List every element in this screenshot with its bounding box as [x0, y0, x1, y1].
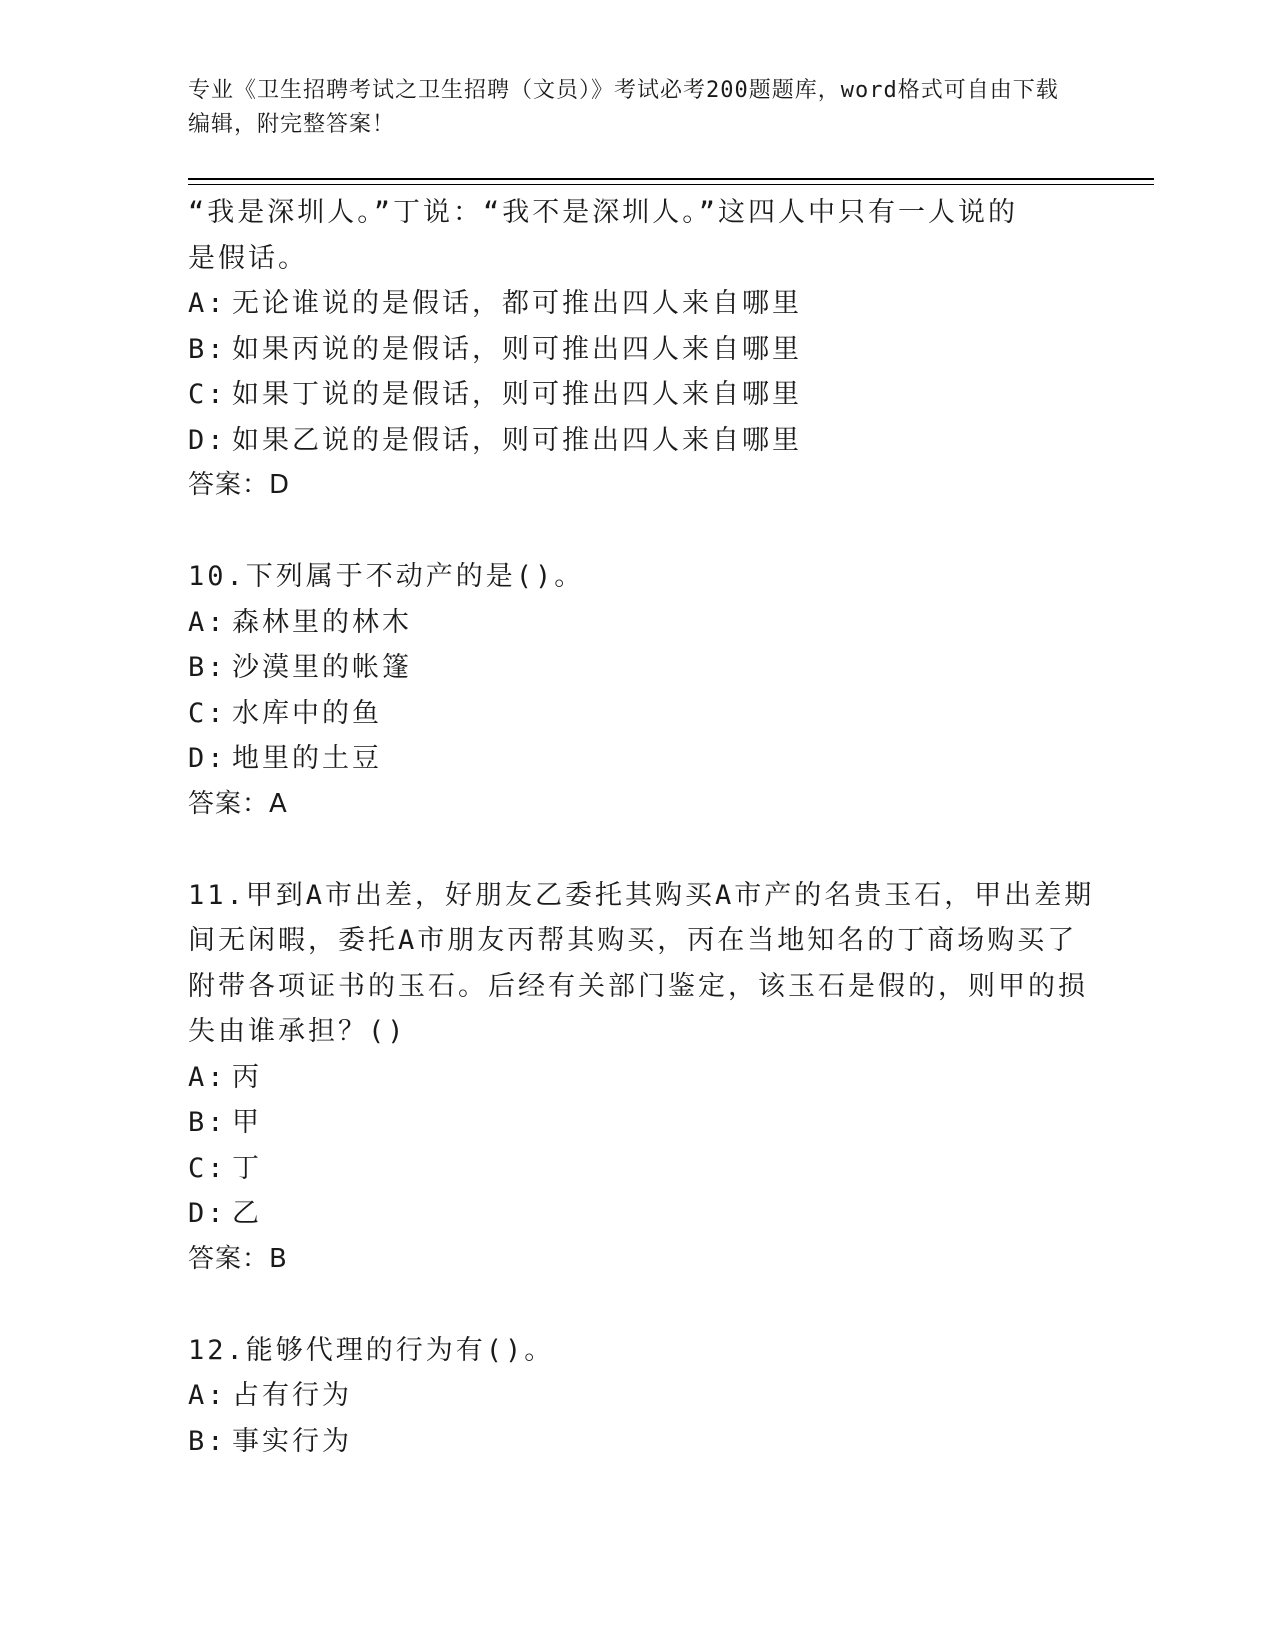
question-stem: 附带各项证书的玉石。后经有关部门鉴定，该玉石是假的，则甲的损	[188, 970, 1088, 1002]
spacer	[188, 827, 1088, 873]
option-a: A: 丙	[188, 1061, 262, 1093]
header-title: 专业《卫生招聘考试之卫生招聘（文员）》考试必考200题题库，word格式可自由下载编辑，附完整答案！	[188, 78, 1059, 137]
document-header	[188, 74, 1068, 142]
option-b: B: 沙漠里的帐篷	[188, 652, 412, 683]
header-divider-thick	[188, 178, 1154, 180]
spacer	[188, 509, 1088, 555]
question-stem: “我是深圳人。”丁说：“我不是深圳人。”这四人中只有一人说的	[188, 197, 1019, 228]
option-d: D: 乙	[188, 1198, 262, 1229]
option-b: B: 甲	[188, 1107, 262, 1138]
answer: 答案：B	[188, 1243, 288, 1274]
answer: 答案：D	[188, 470, 291, 500]
option-c: C: 如果丁说的是假话，则可推出四人来自哪里	[188, 379, 802, 410]
option-a: A: 占有行为	[188, 1380, 352, 1411]
question-12	[188, 1328, 1088, 1465]
question-content	[188, 190, 1095, 1464]
option-a: A: 森林里的林木	[188, 606, 412, 638]
question-11	[188, 873, 1095, 1283]
question-stem: 11.甲到A市出差，好朋友乙委托其购买A市产的名贵玉石，甲出差期	[188, 879, 1095, 911]
option-d: D: 如果乙说的是假话，则可推出四人来自哪里	[188, 424, 802, 456]
option-b: B: 事实行为	[188, 1425, 352, 1457]
spacer	[188, 1282, 1088, 1328]
option-b: B: 如果丙说的是假话，则可推出四人来自哪里	[188, 333, 802, 365]
question-stem: 10.下列属于不动产的是()。	[188, 561, 585, 592]
option-d: D: 地里的土豆	[188, 743, 382, 774]
question-10	[188, 554, 1088, 827]
header-divider-thin	[188, 184, 1154, 185]
option-c: C: 水库中的鱼	[188, 697, 382, 729]
question-stem: 间无闲暇，委托A市朋友丙帮其购买，丙在当地知名的丁商场购买了	[188, 925, 1078, 956]
question-stem: 12.能够代理的行为有()。	[188, 1334, 555, 1366]
question-9	[188, 190, 1088, 509]
option-a: A: 无论谁说的是假话，都可推出四人来自哪里	[188, 288, 802, 319]
answer: 答案：A	[188, 788, 288, 819]
option-c: C: 丁	[188, 1152, 262, 1184]
question-stem: 是假话。	[188, 242, 308, 274]
question-stem: 失由谁承担？()	[188, 1016, 407, 1047]
